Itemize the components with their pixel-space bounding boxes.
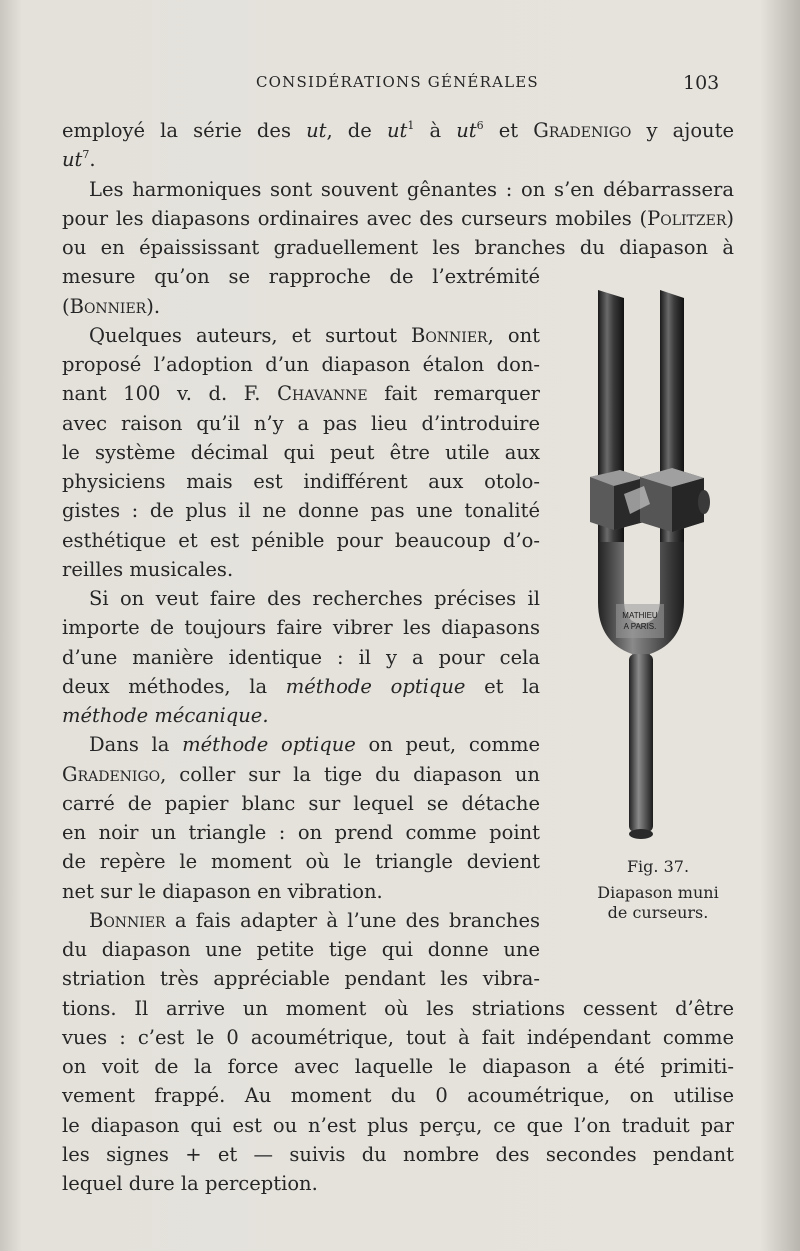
text-line: avec raison qu’il n’y a pas lieu d’introduire <box>62 411 540 435</box>
text-line: deux méthodes, la méthode optique et la <box>62 674 541 698</box>
text-line: esthétique et est pénible pour beaucoup d’o- <box>62 528 540 552</box>
text-line: en noir un triangle : on prend comme point <box>62 821 540 844</box>
text-line: de repère le moment où le triangle devient <box>62 850 540 874</box>
tuning-fork-drawing <box>580 282 740 842</box>
text-line: importe de toujours faire vibrer les diapasons <box>62 616 540 640</box>
figure-caption <box>574 857 742 923</box>
fork-base <box>598 542 684 662</box>
text-line: (Bonnier). <box>62 294 161 318</box>
maker-stamp-area <box>616 604 664 638</box>
caption-line: de curseurs. <box>607 903 709 922</box>
left-prong <box>598 290 624 582</box>
text-line: net sur le diapason en vibration. <box>62 879 383 903</box>
text-line: méthode mécanique. <box>62 704 269 727</box>
text-line: gistes : de plus il ne donne pas une tonalité <box>62 499 540 523</box>
text-line: Quelques auteurs, et surtout Bonnier, ont <box>89 323 540 347</box>
text-line: Si on veut faire des recherches précises il <box>89 587 540 610</box>
page-number: 103 <box>683 72 720 94</box>
text-line: Gradenigo, coller sur la tige du diapason un <box>62 762 540 786</box>
text-line: Bonnier a fais adapter à l’une des branches <box>89 908 540 932</box>
text-line: reilles musicales. <box>62 557 234 581</box>
text-line: Les harmoniques sont souvent gênantes : on s’en débarrassera <box>89 177 734 201</box>
text-line: le système décimal qui peut être utile aux <box>62 440 540 464</box>
text-line: nant 100 v. d. F. Chavanne fait remarquer <box>62 382 540 406</box>
text-line: mesure qu’on se rapproche de l’extrémité <box>62 265 540 289</box>
maker-stamp-line2: A PARIS. <box>623 622 657 631</box>
running-header <box>0 73 800 99</box>
right-slider-clamp <box>640 468 710 532</box>
text-line: physiciens mais est indifférent aux otolo- <box>62 470 540 493</box>
right-prong <box>660 290 684 582</box>
text-line: ou en épaississant graduellement les branches du diapason à <box>62 236 734 259</box>
tuning-fork-illustration <box>580 282 740 842</box>
text-line: vues : c’est le 0 acoumétrique, tout à fait indépendant comme <box>62 1025 734 1049</box>
text-line: Dans la méthode optique on peut, comme <box>89 733 541 757</box>
text-line: les signes + et — suivis du nombre des secondes pendant <box>62 1142 734 1166</box>
text-line: striation très appréciable pendant les vibra- <box>62 967 540 991</box>
running-title: CONSIDÉRATIONS GÉNÉRALES <box>256 73 539 91</box>
text-line: vement frappé. Au moment du 0 acoumétrique, on utilise <box>62 1084 734 1108</box>
maker-stamp-line1: MATHIEU <box>622 611 658 620</box>
text-line: $ut^7$. <box>62 148 96 172</box>
text-line: pour les diapasons ordinaires avec des curseurs mobiles (Politzer) <box>62 206 734 230</box>
text-line: du diapason une petite tige qui donne une <box>62 938 540 961</box>
text-line: lequel dure la perception. <box>62 1172 318 1195</box>
text-line: le diapason qui est ou n’est plus perçu, ce que l’on traduit par <box>62 1113 734 1137</box>
text-line: d’une manière identique : il y a pour cela <box>62 645 540 669</box>
text-line: tions. Il arrive un moment où les striations cessent d’être <box>62 996 734 1020</box>
caption-line: Diapason muni <box>597 883 719 902</box>
text-line: carré de papier blanc sur lequel se détache <box>62 791 540 815</box>
figure-number: Fig. 37. <box>626 857 690 876</box>
text-line: employé la série des ut, de $ut^1$ à $ut^6$ et Gradenigo y ajoute <box>62 119 734 142</box>
text-line: proposé l’adoption d’un diapason étalon don- <box>62 353 540 376</box>
fork-stem <box>629 654 653 832</box>
text-line: on voit de la force avec laquelle le diapason a été primiti- <box>62 1055 734 1078</box>
